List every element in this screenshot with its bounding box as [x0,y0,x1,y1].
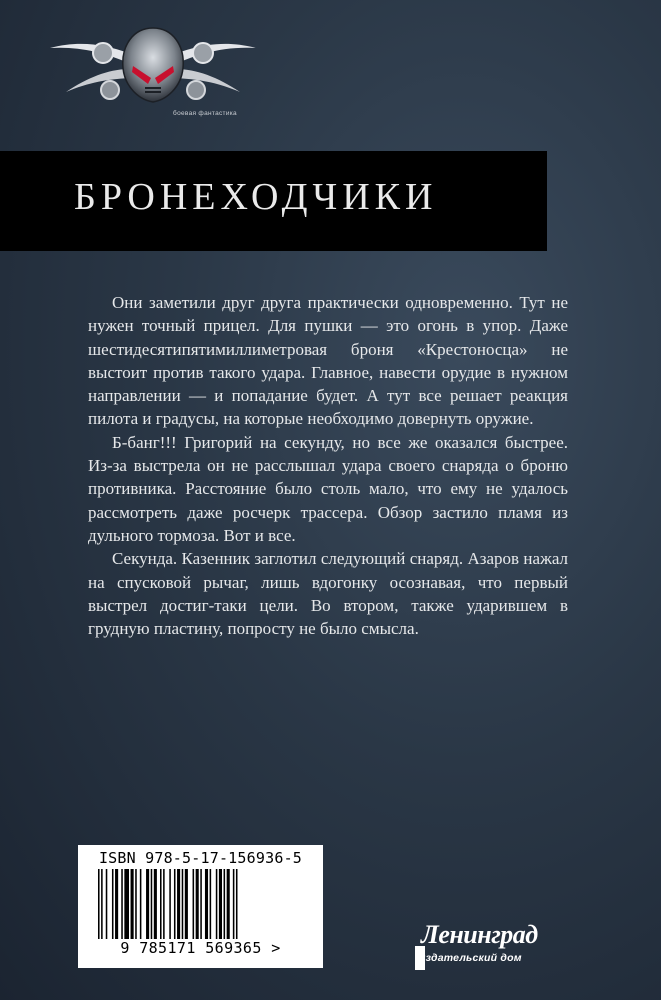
winged-robot-head-icon [48,8,258,118]
blurb-paragraph: Б-банг!!! Григорий на секунду, но все же оказался быстрее. Из-за выстрела он не расслышал удара своего снаряда о броню противника. Расстояние было столь мало, что ему не удалось рассмотреть даже росчерк трассера. Обзор застило пламя из дульного тормоза. Вот и все. [88,432,568,545]
blurb-text [88,291,568,640]
series-name: боевая фантастика [173,110,237,117]
publisher-name: Ленинград [421,920,538,949]
series-logo [48,8,258,118]
isbn-barcode-block [78,845,323,968]
barcode-icon [98,869,310,939]
barcode-digits: 9 785171 569365 > [120,939,281,957]
isbn-label: ISBN 978-5-17-156936-5 [98,849,303,867]
blurb-paragraph: Секунда. Казенник заглотил следующий снаряд. Азаров нажал на спусковой рычаг, лишь вдогонку осознавая, что первый выстрел достиг-таки цели. Во втором, также ударившем в грудную пластину, попросту не было смысла. [88,549,568,639]
publisher-logo [415,918,565,978]
book-title: БРОНЕХОДЧИКИ [74,176,438,218]
title-band [0,151,547,251]
blurb-paragraph: Они заметили друг друга практически одновременно. Тут не нужен точный прицел. Для пушки — это огонь в упор. Даже шестидесятипятимиллиметровая броня «Крестоносца» не выстоит против такого удара. Главное, навести орудие в нужном направлении — и попадание будет. А тут все решает реакция пилота и градусы, на которые необходимо довернуть оружие. [88,293,568,429]
publisher-subtitle: издательский дом [419,952,522,964]
